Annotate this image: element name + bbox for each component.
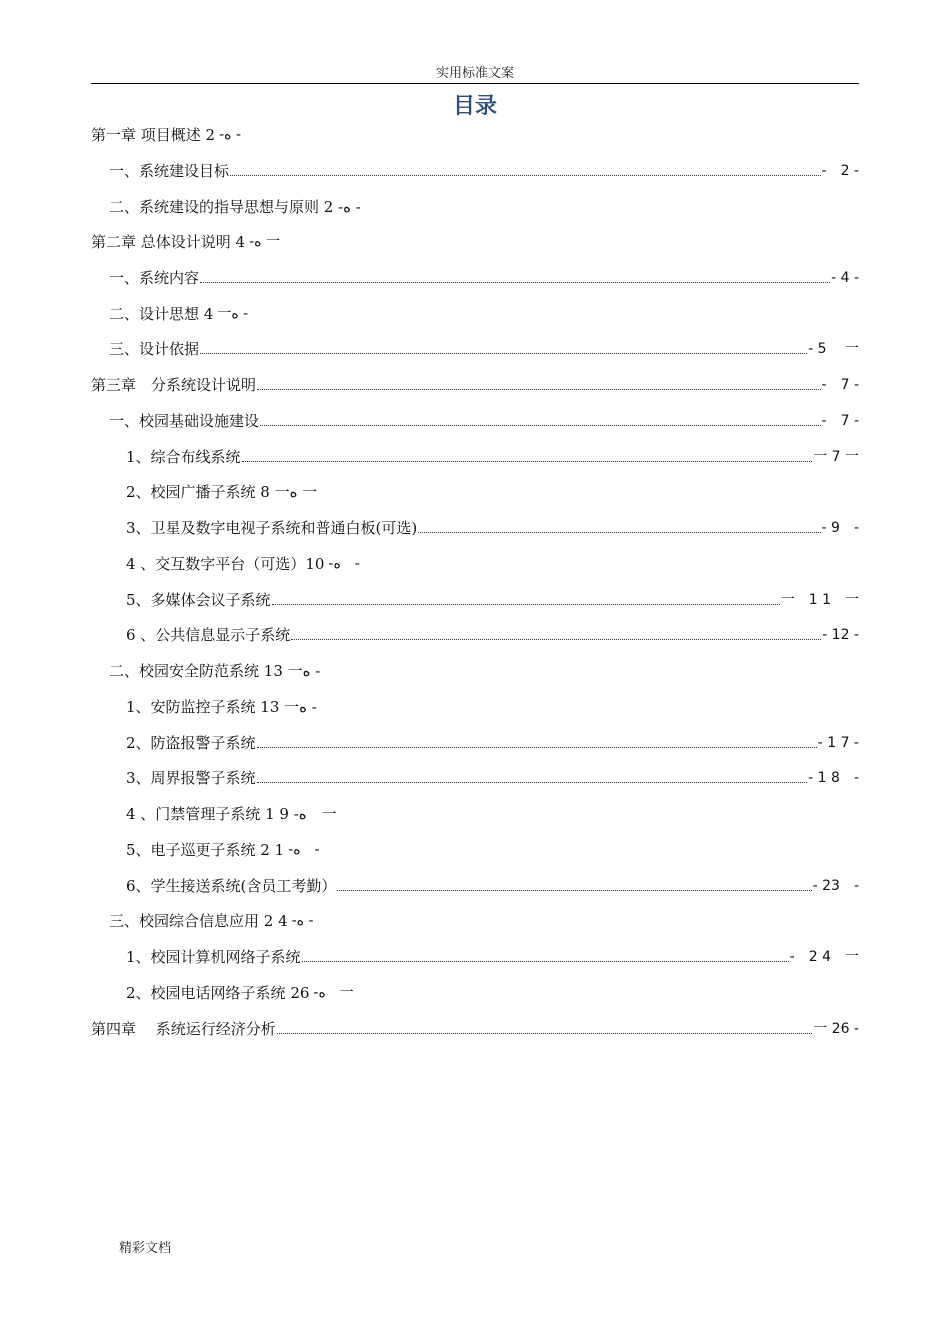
dot-leader (257, 781, 808, 783)
toc-entry-page: - 4 - (831, 270, 859, 286)
toc-entry[interactable] (91, 374, 859, 396)
toc-entry[interactable] (91, 803, 859, 825)
toc-entry-tail: -ه - (219, 127, 242, 143)
toc-entry-text: 第二章 总体设计说明 4 (91, 233, 246, 251)
toc-entry-text: 2、校园电话网络子系统 26 (126, 984, 310, 1002)
toc-entry[interactable] (91, 553, 859, 575)
toc-entry-page: - 1 8 - (808, 770, 859, 786)
toc-entry-page: - 2 - (821, 163, 859, 179)
dot-leader (257, 388, 821, 390)
toc-entry-text: 三、设计依据 (109, 340, 200, 358)
toc-entry-text: 6 、公共信息显示子系统 (126, 626, 291, 644)
toc-entry[interactable] (91, 446, 859, 468)
toc-entry-page: - 1 7 - (817, 735, 859, 751)
toc-entry[interactable] (91, 267, 859, 289)
toc-entry[interactable] (91, 839, 859, 861)
toc-entry-text: 一、系统建设目标 (109, 162, 230, 180)
toc-entry-tail: -ه - (288, 842, 320, 858)
dot-leader (260, 424, 821, 426)
toc-entry[interactable] (91, 303, 859, 325)
toc-entry-text: 3、卫星及数字电视子系统和普通白板(可选) (126, 519, 418, 537)
toc-entry-page: 一 26 - (813, 1021, 859, 1037)
toc-title: 目录 (452, 94, 497, 119)
toc-entry-text: 三、校园综合信息应用 2 4 (109, 912, 288, 930)
toc-entry-page: - 9 - (821, 520, 859, 536)
toc-entry[interactable] (91, 481, 859, 503)
toc-entry-text: 3、周界报警子系统 (126, 769, 256, 787)
toc-entry-text: 第三章 分系统设计说明 (91, 376, 257, 394)
toc-entry[interactable] (91, 160, 859, 182)
dot-leader (302, 960, 789, 962)
toc-entry[interactable] (91, 624, 859, 646)
dot-leader (242, 460, 813, 462)
toc-entry-text: 第一章 项目概述 2 (91, 126, 216, 144)
toc-entry-text: 1、安防监控子系统 13 一ه - (126, 698, 317, 716)
toc-entry-text: 5、电子巡更子系统 2 1 (126, 841, 285, 859)
toc-entry-text: 1、综合布线系统 (126, 448, 241, 466)
toc-entry[interactable] (91, 660, 859, 682)
toc-entry[interactable] (91, 1018, 859, 1040)
toc-entry[interactable] (91, 696, 859, 718)
toc-entry[interactable] (91, 946, 859, 968)
dot-leader (272, 603, 780, 605)
toc-entry-page: - 7 - (821, 413, 859, 429)
toc-entry-page: 一 1 1 一 (780, 592, 859, 608)
toc-entry-text: 6、学生接送系统(含员工考勤） (126, 877, 337, 895)
toc-entry[interactable] (91, 982, 859, 1004)
toc-entry-tail: -ه - (328, 556, 360, 572)
toc-entry[interactable] (91, 517, 859, 539)
toc-entry[interactable] (91, 767, 859, 789)
toc-entry-text: 一、系统内容 (109, 269, 200, 287)
toc-entry-page: 一 7 一 (813, 449, 859, 465)
toc-entry-text: 4 、交互数字平台（可选）10 (126, 555, 325, 573)
toc-entry[interactable] (91, 910, 859, 932)
toc-entry-page: - 2 4 一 (789, 949, 859, 965)
toc-entry-text: 4 、门禁管理子系统 1 9 -ه 一 (126, 805, 337, 823)
toc-entry-text: 1、校园计算机网络子系统 (126, 948, 301, 966)
dot-leader (200, 352, 807, 354)
dot-leader (418, 531, 820, 533)
page-header: 实用标准文案 (91, 64, 859, 84)
toc-entry-text: 第四章 系统运行经济分析 (91, 1020, 276, 1038)
dot-leader (230, 174, 821, 176)
toc-entry-tail: -ه 一 (249, 234, 280, 250)
toc-entry-text: 2、校园广播子系统 8 一ه 一 (126, 483, 318, 501)
toc-entry[interactable] (91, 410, 859, 432)
dot-leader (200, 281, 830, 283)
dot-leader (277, 1032, 812, 1034)
toc-entry-page: - 7 - (821, 377, 859, 393)
page-footer: 精彩文档 (119, 1241, 172, 1256)
dot-leader (257, 746, 817, 748)
toc-entry-page: - 5 一 (808, 341, 859, 357)
toc-entry-tail: -ه - (291, 913, 314, 929)
toc-entry-text: 2、防盗报警子系统 (126, 734, 256, 752)
toc-entry[interactable] (91, 589, 859, 611)
toc-entry-text: 5、多媒体会议子系统 (126, 591, 271, 609)
toc-entry-tail: -ه 一 (313, 985, 354, 1001)
toc-entry[interactable] (91, 732, 859, 754)
toc-entry-page: - 23 - (812, 878, 859, 894)
toc-entry-text: 一、校园基础设施建设 (109, 412, 260, 430)
dot-leader (337, 889, 811, 891)
toc-entry-text: 二、设计思想 4 (109, 305, 214, 323)
toc-entry-text: 二、系统建设的指导思想与原则 2 -ه - (109, 198, 361, 216)
dot-leader (291, 638, 821, 640)
toc-entry[interactable] (91, 124, 859, 146)
toc-entry[interactable] (91, 231, 859, 253)
toc-entry-tail: 一ه - (217, 306, 249, 322)
toc-entry-page: - 12 - (822, 627, 859, 643)
toc-entry[interactable] (91, 875, 859, 897)
toc-entry[interactable] (91, 196, 859, 218)
toc-entry-text: 二、校园安全防范系统 13 一ه - (109, 662, 321, 680)
toc-entry[interactable] (91, 338, 859, 360)
